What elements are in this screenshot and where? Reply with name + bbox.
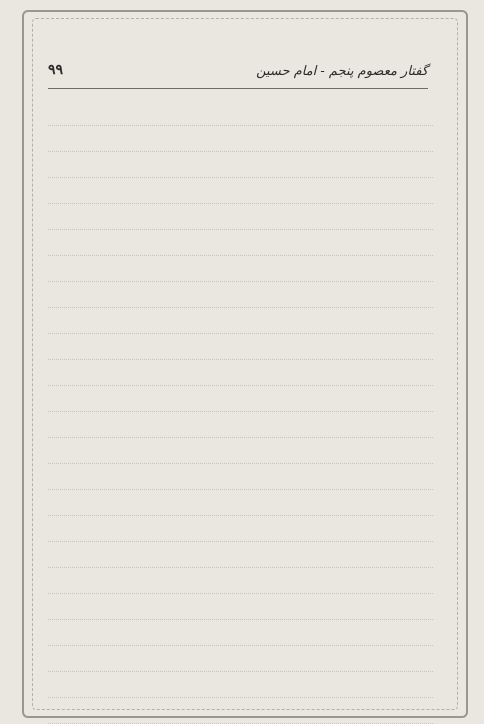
text-line: [48, 698, 433, 724]
text-line: [48, 230, 433, 256]
text-line: [48, 438, 433, 464]
page-number: ٩٩: [48, 62, 64, 78]
body-text: [48, 100, 433, 724]
text-line: [48, 672, 433, 698]
text-line: [48, 204, 433, 230]
text-line: [48, 646, 433, 672]
text-line: [48, 152, 433, 178]
text-line: [48, 256, 433, 282]
text-line: [48, 568, 433, 594]
text-line: [48, 412, 433, 438]
text-line: [48, 308, 433, 334]
text-line: [48, 464, 433, 490]
text-line: [48, 360, 433, 386]
text-line: [48, 100, 433, 126]
page-header: [48, 60, 428, 84]
text-line: [48, 594, 433, 620]
text-line: [48, 126, 433, 152]
text-line: [48, 178, 433, 204]
text-line: [48, 490, 433, 516]
text-line: [48, 516, 433, 542]
text-line: [48, 542, 433, 568]
header-title: گفتار معصوم پنجم - امام حسین: [256, 64, 428, 79]
header-rule: [48, 88, 428, 89]
text-line: [48, 386, 433, 412]
text-line: [48, 620, 433, 646]
text-line: [48, 334, 433, 360]
text-line: [48, 282, 433, 308]
